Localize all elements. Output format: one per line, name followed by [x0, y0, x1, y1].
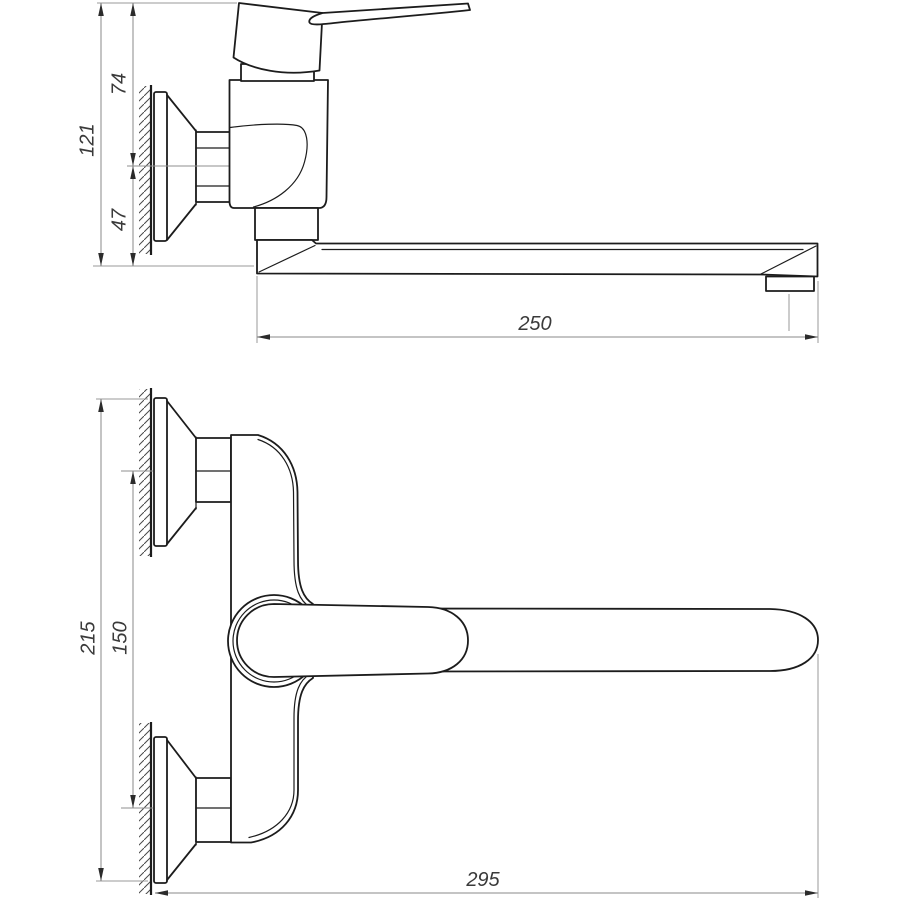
escutcheon-plate-upper: [154, 398, 167, 546]
handle-lever: [237, 604, 468, 677]
wall-hatch: [139, 389, 151, 556]
arrow-up-icon: [130, 166, 136, 179]
arrow-left-icon: [257, 334, 270, 340]
arrow-up-icon: [98, 3, 104, 16]
mounting-nut: [196, 132, 230, 202]
side-view: [76, 3, 818, 343]
dimension-47-label: 47: [108, 208, 131, 232]
dimension-215-label: 215: [77, 621, 100, 655]
arrow-up-icon: [98, 399, 104, 412]
spout-base-block: [255, 208, 318, 240]
spout: [420, 609, 818, 672]
escutcheon-plate-lower: [154, 737, 167, 883]
escutcheon-cone-edge: [167, 740, 196, 778]
dimension-295-label: 295: [466, 869, 500, 891]
mounting-nut-lower: [196, 778, 231, 842]
arrow-down-icon: [130, 153, 136, 166]
arrow-down-icon: [98, 868, 104, 881]
handle-lever: [309, 4, 470, 25]
escutcheon-plate: [154, 92, 167, 241]
arrow-right-icon: [805, 890, 818, 896]
wall-hatch: [139, 723, 151, 894]
escutcheon-cone-edge: [167, 95, 196, 131]
wall-hatch: [139, 86, 151, 254]
arrow-down-icon: [98, 253, 104, 266]
spout: [257, 240, 818, 277]
side-view-dimensions: [76, 3, 818, 343]
handle-cap: [234, 3, 323, 73]
escutcheon-cone-edge: [167, 401, 196, 438]
arrow-down-icon: [130, 253, 136, 266]
faucet-body: [230, 80, 329, 208]
dimension-74-label: 74: [108, 72, 131, 96]
escutcheon-cone-edge: [167, 844, 196, 880]
escutcheon-cone-edge: [167, 508, 196, 544]
arrow-up-icon: [130, 471, 136, 484]
aerator: [766, 277, 814, 292]
arrow-right-icon: [805, 334, 818, 340]
dimension-150-label: 150: [109, 621, 132, 655]
arrow-left-icon: [155, 890, 168, 896]
front-view: [77, 388, 818, 898]
dimension-121-label: 121: [76, 123, 99, 157]
mounting-nut-upper: [196, 438, 231, 502]
dimension-250-label: 250: [518, 313, 552, 335]
escutcheon-cone-edge: [167, 204, 196, 240]
arrow-down-icon: [130, 795, 136, 808]
arrow-up-icon: [130, 3, 136, 16]
